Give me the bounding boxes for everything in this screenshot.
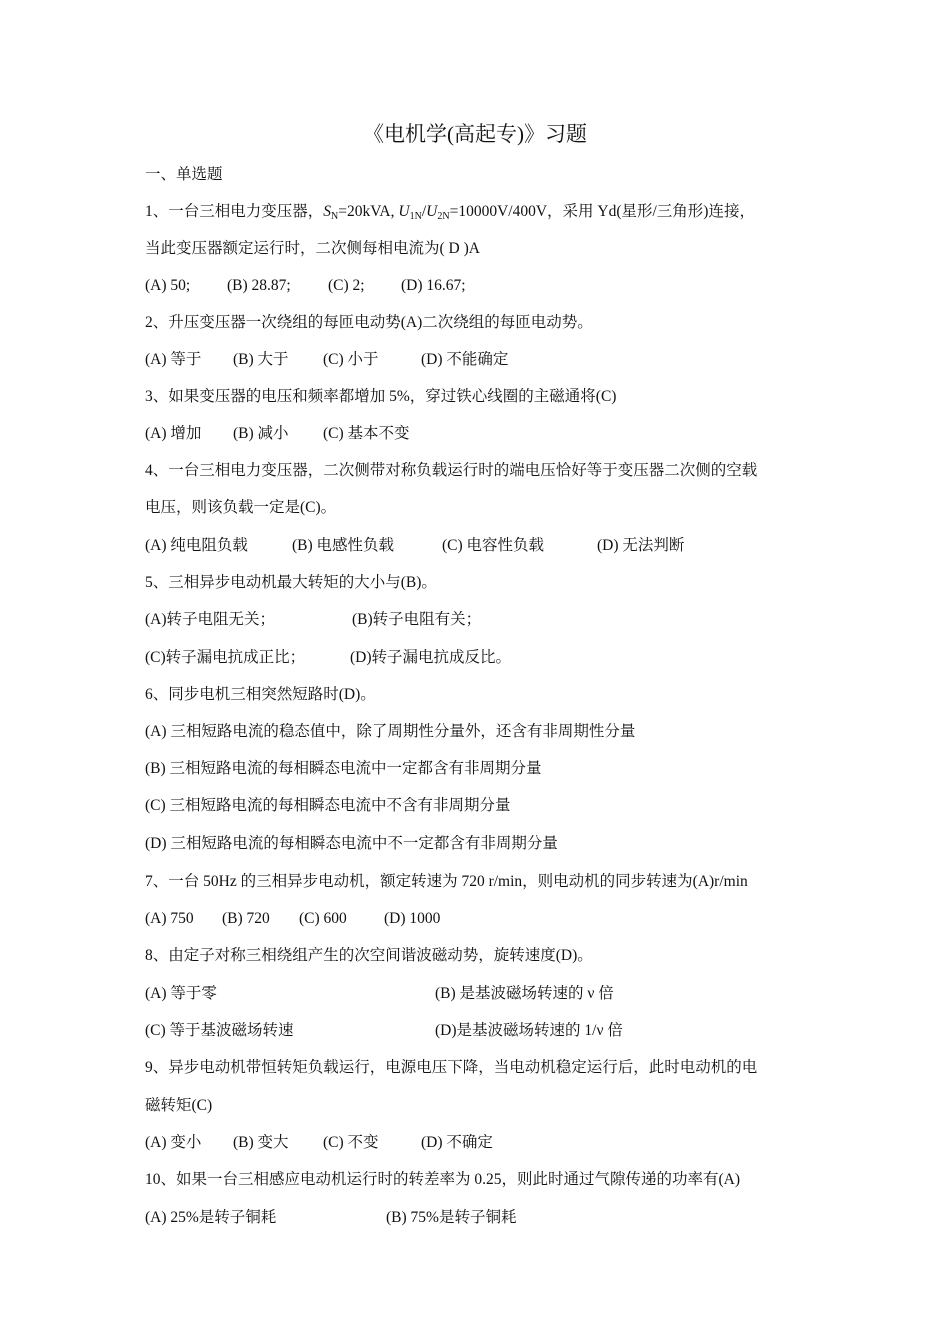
q4-option-c: (C) 电容性负载 [442,537,545,554]
q2-option-b: (B) 大于 [233,351,289,368]
question-8: 8、由定子对称三相绕组产生的次空间谐波磁动势，旋转速度(D)。 [145,947,593,964]
q7-option-a: (A) 750 [145,910,194,927]
q5-option-b: (B)转子电阻有关； [352,611,482,628]
question-1-line-2: 当此变压器额定运行时，二次侧每相电流为( D )A [145,240,480,257]
question-4-line-2: 电压，则该负载一定是(C)。 [145,499,337,516]
q10-option-a: (A) 25%是转子铜耗 [145,1209,277,1226]
q4-option-b: (B) 电感性负载 [292,537,395,554]
q3-option-c: (C) 基本不变 [323,425,410,442]
q8-option-c: (C) 等于基波磁场转速 [145,1022,294,1039]
q9-option-d: (D) 不确定 [421,1134,493,1151]
question-2: 2、升压变压器一次绕组的每匝电动势(A)二次绕组的每匝电动势。 [145,314,593,331]
q7-option-b: (B) 720 [222,910,270,927]
question-7: 7、一台 50Hz 的三相异步电动机，额定转速为 720 r/min，则电动机的同步转速为(A)r/min [145,873,748,890]
question-9-line-2: 磁转矩(C) [145,1097,213,1114]
question-4-line-1: 4、一台三相电力变压器，二次侧带对称负载运行时的端电压恰好等于变压器二次侧的空载 [145,462,758,479]
q9-option-a: (A) 变小 [145,1134,202,1151]
question-10: 10、如果一台三相感应电动机运行时的转差率为 0.25，则此时通过气隙传递的功率有(A) [145,1171,741,1188]
q6-option-b: (B) 三相短路电流的每相瞬态电流中一定都含有非周期分量 [145,760,542,777]
q10-option-b: (B) 75%是转子铜耗 [386,1209,517,1226]
question-3: 3、如果变压器的电压和频率都增加 5%，穿过铁心线圈的主磁通将(C) [145,388,617,405]
document-title: 《电机学(高起专)》习题 [363,122,587,146]
q5-option-d: (D)转子漏电抗成反比。 [350,649,512,666]
q1-option-b: (B) 28.87; [227,277,291,294]
q9-option-c: (C) 不变 [323,1134,379,1151]
question-5: 5、三相异步电动机最大转矩的大小与(B)。 [145,574,437,591]
section-heading: 一、单选题 [145,166,223,183]
q6-option-a: (A) 三相短路电流的稳态值中，除了周期性分量外，还含有非周期性分量 [145,723,636,740]
q1-option-a: (A) 50; [145,277,191,294]
q6-option-c: (C) 三相短路电流的每相瞬态电流中不含有非周期分量 [145,797,511,814]
q6-option-d: (D) 三相短路电流的每相瞬态电流中不一定都含有非周期分量 [145,835,558,852]
q1-option-c: (C) 2; [328,277,365,294]
q7-option-c: (C) 600 [299,910,347,927]
q4-option-a: (A) 纯电阻负载 [145,537,248,554]
q2-option-d: (D) 不能确定 [421,351,509,368]
question-6: 6、同步电机三相突然短路时(D)。 [145,686,376,703]
q8-option-b: (B) 是基波磁场转速的 ν 倍 [435,985,614,1002]
q8-option-a: (A) 等于零 [145,985,217,1002]
q4-option-d: (D) 无法判断 [597,537,685,554]
q3-option-b: (B) 减小 [233,425,289,442]
q2-option-a: (A) 等于 [145,351,202,368]
q1-option-d: (D) 16.67; [401,277,466,294]
q9-option-b: (B) 变大 [233,1134,289,1151]
q5-option-c: (C)转子漏电抗成正比； [145,649,306,666]
q7-option-d: (D) 1000 [384,910,441,927]
q2-option-c: (C) 小于 [323,351,379,368]
question-1-line-1: 1、一台三相电力变压器，$S_N=20kVA$, $U_{1N}/U_{2N}=10000V/400V$，采用 Yd(星形/三角形)连接， [145,203,755,222]
q5-option-a: (A)转子电阻无关； [145,611,276,628]
q8-option-d: (D)是基波磁场转速的 1/ν 倍 [435,1022,623,1039]
q3-option-a: (A) 增加 [145,425,202,442]
question-9-line-1: 9、异步电动机带恒转矩负载运行，电源电压下降，当电动机稳定运行后，此时电动机的电 [145,1059,758,1076]
